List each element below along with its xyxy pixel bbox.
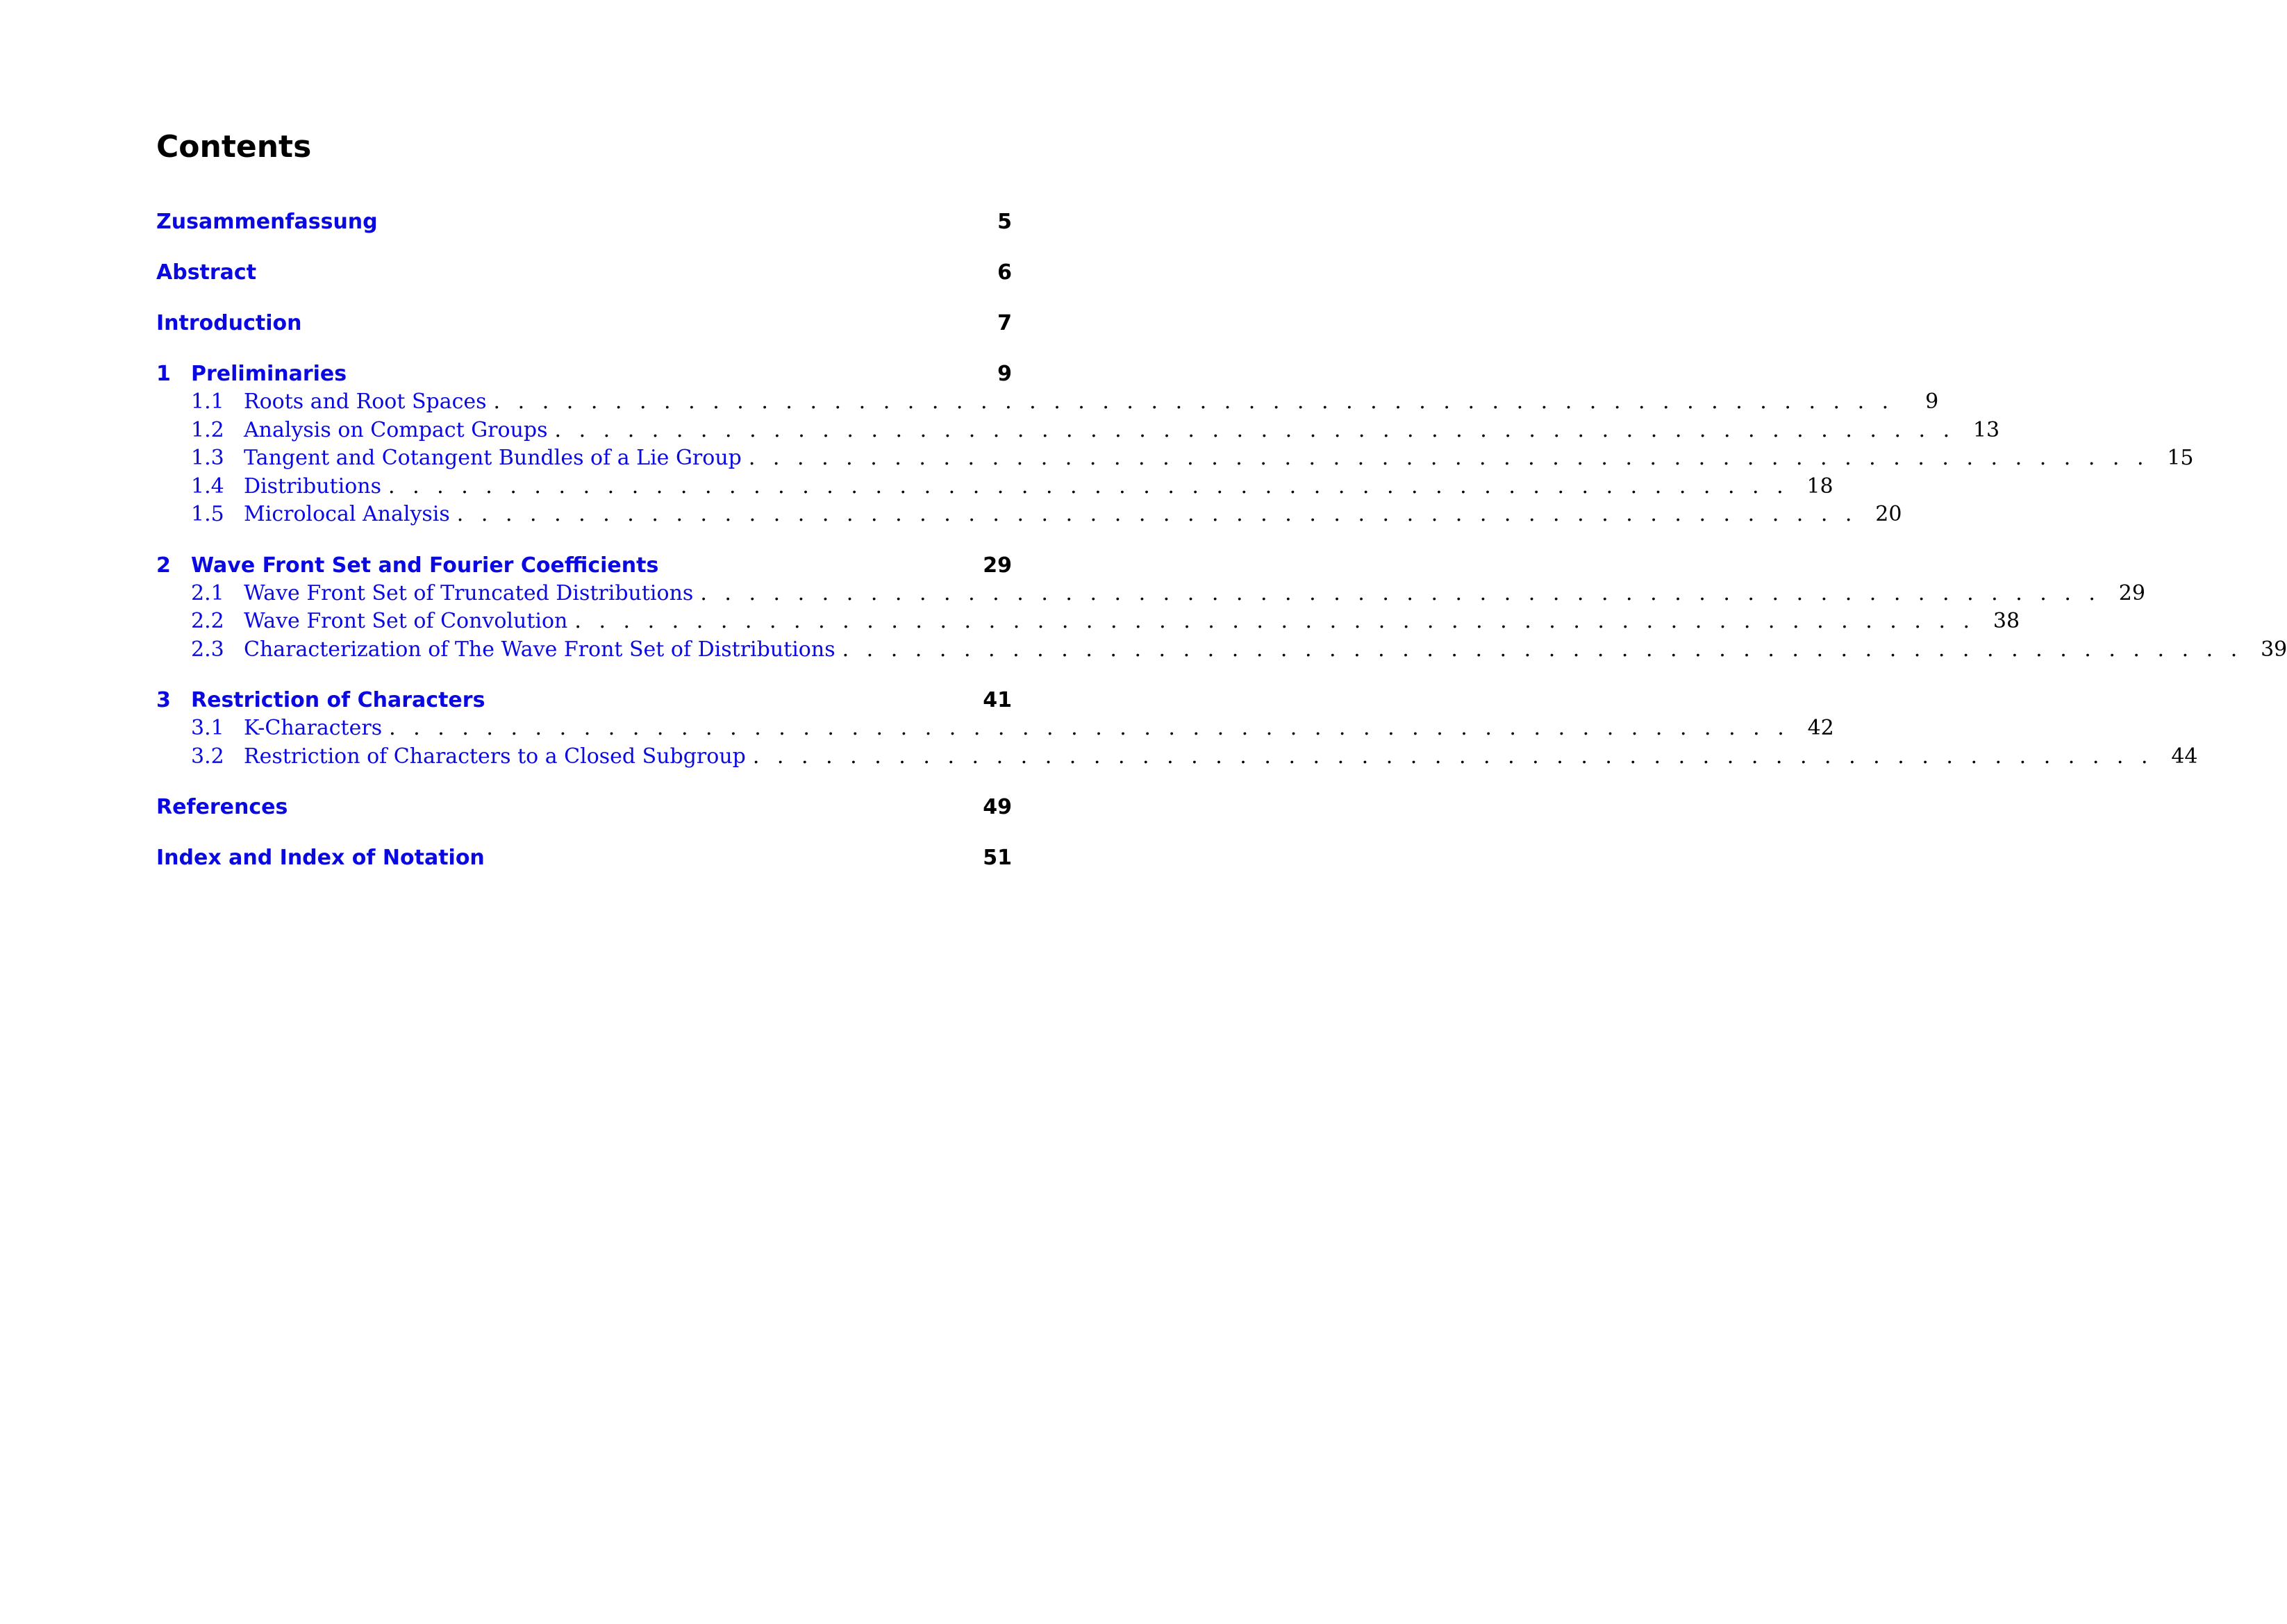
- section-number[interactable]: 3.1: [191, 716, 224, 740]
- toc-chapter-2: [156, 552, 2287, 664]
- toc-link-section[interactable]: Wave Front Set of Truncated Distributions: [244, 580, 694, 605]
- toc-section-row: [191, 473, 1833, 501]
- dot-leader: . . . . . . . . . . . . . . . . . . . . . . . . . . . . . . . . . . . . . . . . . . . . . . . . . . . . . . . . . .: [493, 390, 1895, 414]
- section-page-number: 15: [2167, 446, 2194, 470]
- section-page-number: 38: [1993, 609, 2020, 633]
- toc-link-section[interactable]: Distributions: [244, 474, 381, 499]
- section-page-number: 13: [1972, 417, 2000, 442]
- toc-entry-zusammenfassung: [156, 208, 1012, 236]
- toc-link-zusammenfassung[interactable]: Zusammenfassung: [156, 210, 378, 234]
- dot-leader: . . . . . . . . . . . . . . . . . . . . . . . . . . . . . . . . . . . . . . . . . . . . . . . . . . . . . . . . . .: [574, 609, 1976, 633]
- toc-link-section[interactable]: Microlocal Analysis: [244, 502, 450, 526]
- toc-section-row: [191, 608, 2020, 636]
- chapter-2-sections: [156, 580, 2287, 664]
- toc-page-number: 7: [997, 311, 1012, 335]
- section-number[interactable]: 1.4: [191, 474, 224, 499]
- toc-section-row: [191, 714, 1834, 743]
- section-page-number: 9: [1925, 390, 1939, 414]
- toc-link-chapter-2[interactable]: Wave Front Set and Fourier Coefficients: [191, 553, 659, 578]
- toc-chapter-1: [156, 360, 2194, 529]
- section-page-number: 18: [1806, 474, 1833, 499]
- toc-link-chapter-1[interactable]: Preliminaries: [191, 362, 347, 386]
- section-number[interactable]: 2.1: [191, 580, 224, 605]
- toc-page-number: 49: [983, 795, 1012, 819]
- dot-leader: . . . . . . . . . . . . . . . . . . . . . . . . . . . . . . . . . . . . . . . . . . . . . . . . . . . . . . . . . .: [389, 716, 1790, 740]
- toc-link-section[interactable]: Analysis on Compact Groups: [244, 417, 548, 442]
- toc-entry-introduction: [156, 310, 1012, 337]
- toc-section-row: [191, 636, 2287, 664]
- section-page-number: 42: [1807, 716, 1834, 740]
- toc-section-row: [191, 501, 1902, 529]
- chapter-1-sections: [156, 388, 2194, 529]
- toc-link-section[interactable]: Wave Front Set of Convolution: [244, 609, 568, 633]
- toc-link-section[interactable]: Roots and Root Spaces: [244, 390, 487, 414]
- toc-link-chapter-3[interactable]: Restriction of Characters: [191, 688, 485, 712]
- toc-section-row: [191, 580, 2145, 608]
- dot-leader: . . . . . . . . . . . . . . . . . . . . . . . . . . . . . . . . . . . . . . . . . . . . . . . . . . . . . . . . . .: [456, 502, 1858, 526]
- contents-heading: Contents: [156, 129, 312, 165]
- section-page-number: 39: [2261, 637, 2287, 662]
- dot-leader: . . . . . . . . . . . . . . . . . . . . . . . . . . . . . . . . . . . . . . . . . . . . . . . . . . . . . . . . . .: [748, 446, 2149, 470]
- chapter-number[interactable]: 3: [156, 688, 171, 712]
- toc-link-section[interactable]: K-Characters: [244, 716, 383, 740]
- toc-entry-references: [156, 794, 1012, 821]
- table-of-contents: [156, 208, 2287, 895]
- toc-page-number: 9: [997, 362, 1012, 386]
- section-page-number: 29: [2118, 580, 2145, 605]
- dot-leader: . . . . . . . . . . . . . . . . . . . . . . . . . . . . . . . . . . . . . . . . . . . . . . . . . . . . . . . . . .: [388, 474, 1789, 499]
- dot-leader: . . . . . . . . . . . . . . . . . . . . . . . . . . . . . . . . . . . . . . . . . . . . . . . . . . . . . . . . . .: [554, 417, 1956, 442]
- dot-leader: . . . . . . . . . . . . . . . . . . . . . . . . . . . . . . . . . . . . . . . . . . . . . . . . . . . . . . . . . .: [700, 580, 2101, 605]
- section-number[interactable]: 3.2: [191, 744, 224, 769]
- toc-section-row: [191, 743, 2198, 771]
- section-page-number: 44: [2171, 744, 2198, 769]
- toc-page-number: 51: [983, 846, 1012, 870]
- section-number[interactable]: 1.5: [191, 502, 224, 526]
- toc-chapter-3: [156, 687, 2198, 771]
- toc-page-number: 41: [983, 688, 1012, 712]
- chapter-number[interactable]: 2: [156, 553, 171, 578]
- toc-entry-index: [156, 844, 1012, 872]
- toc-link-section[interactable]: Characterization of The Wave Front Set of Distributions: [244, 637, 835, 662]
- section-page-number: 20: [1875, 502, 1902, 526]
- toc-link-introduction[interactable]: Introduction: [156, 311, 302, 335]
- toc-link-section[interactable]: Tangent and Cotangent Bundles of a Lie Group: [244, 446, 742, 470]
- section-number[interactable]: 2.3: [191, 637, 224, 662]
- dot-leader: . . . . . . . . . . . . . . . . . . . . . . . . . . . . . . . . . . . . . . . . . . . . . . . . . . . . . . . . . .: [842, 637, 2243, 662]
- toc-section-row: [191, 417, 2000, 445]
- toc-link-section[interactable]: Restriction of Characters to a Closed Subgroup: [244, 744, 746, 769]
- toc-page-number: 6: [997, 260, 1012, 285]
- chapter-3-sections: [156, 714, 2198, 771]
- toc-link-references[interactable]: References: [156, 795, 288, 819]
- section-number[interactable]: 1.1: [191, 390, 224, 414]
- toc-page-number: 29: [983, 553, 1012, 578]
- section-number[interactable]: 1.2: [191, 417, 224, 442]
- toc-page-number: 5: [997, 210, 1012, 234]
- toc-section-row: [191, 444, 2194, 473]
- section-number[interactable]: 1.3: [191, 446, 224, 470]
- chapter-number[interactable]: 1: [156, 362, 171, 386]
- toc-entry-abstract: [156, 259, 1012, 287]
- toc-section-row: [191, 388, 1939, 417]
- toc-link-abstract[interactable]: Abstract: [156, 260, 257, 285]
- section-number[interactable]: 2.2: [191, 609, 224, 633]
- dot-leader: . . . . . . . . . . . . . . . . . . . . . . . . . . . . . . . . . . . . . . . . . . . . . . . . . . . . . . . . . .: [752, 744, 2154, 769]
- toc-link-index[interactable]: Index and Index of Notation: [156, 846, 485, 870]
